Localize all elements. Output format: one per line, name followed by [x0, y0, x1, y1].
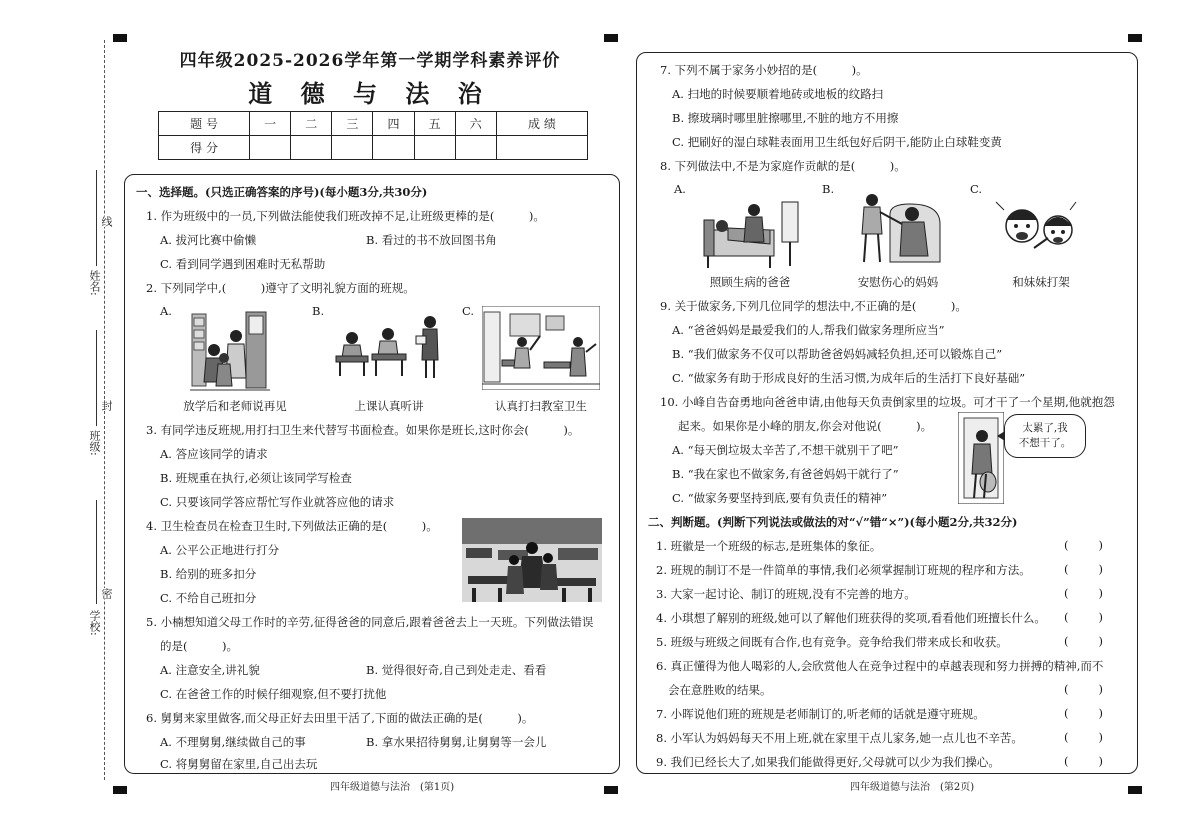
q5-stem-line2: 的是( )。 — [160, 639, 238, 653]
judge-item-1: 1. 班徽是一个班级的标志,是班集体的象征。 — [656, 539, 882, 553]
q9-option-b: B. “我们做家务不仅可以帮助爸爸妈妈减轻负担,还可以锻炼自己” — [672, 347, 1003, 361]
judge-paren-7[interactable]: () — [1064, 706, 1133, 720]
exam-title: 四年级2025-2026学年第一学期学科素养评价 — [179, 51, 561, 71]
judge-item-6-line1: 6. 真正懂得为他人喝彩的人,会欣赏他人在竞争过程中的卓越表现和努力拼搏的精神,而不 — [656, 659, 1104, 673]
judge-item-4: 4. 小琪想了解别的班级,她可以了解他们班获得的奖项,看看他们班擅长什么。 — [656, 611, 1046, 625]
q7-stem: 7. 下列不属于家务小妙招的是( )。 — [660, 63, 868, 77]
q1-option-c: C. 看到同学遇到困难时无私帮助 — [160, 257, 326, 271]
q4-classroom-photo — [462, 518, 602, 602]
q2-letter-a: A. — [160, 304, 172, 318]
q8-illustration-c — [990, 192, 1086, 266]
score-header-cell: 二 — [291, 112, 332, 136]
q9-option-c: C. “做家务有助于形成良好的生活习惯,为成年后的生活打下良好基础” — [672, 371, 1026, 385]
q9-stem: 9. 关于做家务,下列几位同学的想法中,不正确的是( )。 — [660, 299, 967, 313]
score-header-cell: 三 — [332, 112, 373, 136]
corner-mark — [1128, 34, 1142, 42]
q1-option-b: B. 看过的书不放回图书角 — [366, 233, 497, 247]
footer-page2: 四年级道德与法治 (第2页) — [850, 782, 975, 793]
corner-mark — [604, 786, 618, 794]
class-fill-line[interactable] — [96, 330, 97, 426]
score-cell[interactable] — [250, 136, 291, 160]
score-header-cell: 题 号 — [159, 112, 250, 136]
q8-caption-b: 安慰伤心的妈妈 — [857, 275, 939, 289]
binding-feng: 封 — [100, 400, 113, 411]
q8-illustration-b — [850, 184, 942, 270]
score-header-cell: 四 — [373, 112, 414, 136]
q2-stem: 2. 下列同学中,( )遵守了文明礼貌方面的班规。 — [146, 281, 415, 295]
score-cell[interactable] — [496, 136, 587, 160]
q2-illustration-a — [190, 306, 270, 394]
q7-option-c: C. 把刷好的湿白球鞋表面用卫生纸包好后阴干,能防止白球鞋变黄 — [672, 135, 1002, 149]
name-label: 姓名: — [88, 270, 101, 296]
q10-speech-bubble — [1004, 414, 1086, 458]
q3-stem: 3. 有同学违反班规,用打扫卫生来代替写书面检查。如果你是班长,这时你会( )。 — [146, 423, 580, 437]
q3-option-b: B. 班规重在执行,必须让该同学写检查 — [160, 471, 352, 485]
q2-letter-c: C. — [462, 304, 475, 318]
q10-bubble-line1: 太累了,我 — [1022, 422, 1068, 434]
judge-item-6-line2: 会在意胜败的结果。 — [668, 683, 772, 697]
judge-paren-3[interactable]: () — [1064, 586, 1133, 600]
q10-bubble-line2: 不想干了。 — [1018, 437, 1072, 449]
q4-option-b: B. 给别的班多扣分 — [160, 567, 257, 581]
footer-page1: 四年级道德与法治 (第1页) — [330, 782, 455, 793]
name-fill-line[interactable] — [96, 170, 97, 266]
q8-letter-b: B. — [822, 182, 835, 196]
q7-option-a: A. 扫地的时候要顺着地砖或地板的纹路扫 — [672, 87, 884, 101]
q6-stem: 6. 舅舅来家里做客,而父母正好去田里干活了,下面的做法正确的是( )。 — [146, 711, 534, 725]
q8-caption-c: 和妹妹打架 — [1012, 275, 1070, 289]
school-label: 学校: — [88, 610, 101, 636]
judge-item-5: 5. 班级与班级之间既有合作,也有竞争。竞争给我们带来成长和收获。 — [656, 635, 1008, 649]
q10-illustration — [958, 412, 1004, 504]
judge-paren-5[interactable]: () — [1064, 634, 1133, 648]
corner-mark — [604, 34, 618, 42]
q5-stem-line1: 5. 小楠想知道父母工作时的辛劳,征得爸爸的同意后,跟着爸爸去上一天班。下列做法错误 — [146, 615, 594, 629]
q6-option-a: A. 不理舅舅,继续做自己的事 — [160, 735, 306, 749]
q3-option-c: C. 只要该同学答应帮忙写作业就答应他的请求 — [160, 495, 395, 509]
q3-option-a: A. 答应该同学的请求 — [160, 447, 268, 461]
score-header-cell: 成 绩 — [496, 112, 587, 136]
q10-option-b: B. “我在家也不做家务,有爸爸妈妈干就行了” — [672, 467, 899, 481]
judge-item-3: 3. 大家一起讨论、制订的班规,没有不完善的地方。 — [656, 587, 916, 601]
judge-paren-6[interactable]: () — [1064, 682, 1133, 696]
score-cell[interactable] — [414, 136, 455, 160]
q6-option-b: B. 拿水果招待舅舅,让舅舅等一会儿 — [366, 735, 547, 749]
binding-margin — [0, 0, 118, 826]
q4-stem: 4. 卫生检查员在检查卫生时,下列做法正确的是( )。 — [146, 519, 438, 533]
q10-option-c: C. “做家务要坚持到底,要有负责任的精神” — [672, 491, 888, 505]
class-label: 班级: — [88, 430, 101, 456]
subject-title: 道 德 与 法 治 — [248, 79, 492, 108]
score-header-cell: 五 — [414, 112, 455, 136]
judge-paren-8[interactable]: () — [1064, 730, 1133, 744]
q2-caption-b: 上课认真听讲 — [354, 399, 424, 413]
q10-stem-line2: 起来。如果你是小峰的朋友,你会对他说( )。 — [678, 419, 933, 433]
score-cell[interactable] — [373, 136, 414, 160]
q8-illustration-a — [700, 190, 804, 270]
q8-caption-a: 照顾生病的爸爸 — [709, 275, 791, 289]
section2-title: 二、判断题。(判断下列说法或做法的对“√”错“×”)(每小题2分,共32分) — [648, 515, 1018, 529]
judge-paren-4[interactable]: () — [1064, 610, 1133, 624]
q7-option-b: B. 擦玻璃时哪里脏擦哪里,不脏的地方不用擦 — [672, 111, 899, 125]
q1-option-a: A. 拔河比赛中偷懒 — [160, 233, 257, 247]
judge-paren-2[interactable]: () — [1064, 562, 1133, 576]
score-cell[interactable] — [291, 136, 332, 160]
score-header-cell: 一 — [250, 112, 291, 136]
corner-mark — [1128, 786, 1142, 794]
q1-stem: 1. 作为班级中的一员,下列做法能使我们班改掉不足,让班级更棒的是( )。 — [146, 209, 545, 223]
score-header-cell: 六 — [455, 112, 496, 136]
q6-option-c: C. 将舅舅留在家里,自己出去玩 — [160, 757, 318, 771]
q10-option-a: A. “每天倒垃圾太辛苦了,不想干就别干了吧” — [672, 443, 899, 457]
judge-item-7: 7. 小晖说他们班的班规是老师制订的,听老师的话就是遵守班规。 — [656, 707, 985, 721]
judge-item-8: 8. 小军认为妈妈每天不用上班,就在家里干点儿家务,她一点儿也不辛苦。 — [656, 731, 1023, 745]
q9-option-a: A. “爸爸妈妈是最爱我们的人,帮我们做家务理所应当” — [672, 323, 945, 337]
section1-title: 一、选择题。(只选正确答案的序号)(每小题3分,共30分) — [136, 185, 428, 199]
score-cell[interactable] — [455, 136, 496, 160]
q5-option-b: B. 觉得很好奇,自己到处走走、看看 — [366, 663, 547, 677]
q5-option-a: A. 注意安全,讲礼貌 — [160, 663, 260, 677]
judge-paren-9[interactable]: () — [1064, 754, 1133, 768]
judge-item-2: 2. 班规的制订不是一件简单的事情,我们必须掌握制订班规的程序和方法。 — [656, 563, 1031, 577]
q5-option-c: C. 在爸爸工作的时候仔细观察,但不要打扰他 — [160, 687, 387, 701]
q2-caption-a: 放学后和老师说再见 — [183, 399, 287, 413]
judge-paren-1[interactable]: () — [1064, 538, 1133, 552]
score-row-label: 得 分 — [159, 136, 250, 160]
q2-illustration-c — [482, 306, 600, 390]
score-cell[interactable] — [332, 136, 373, 160]
judge-item-9: 9. 我们已经长大了,如果我们能做得更好,父母就可以少为我们操心。 — [656, 755, 1000, 769]
school-fill-line[interactable] — [96, 500, 97, 604]
score-table — [158, 111, 588, 160]
q8-letter-a: A. — [674, 182, 686, 196]
q2-illustration-b — [330, 312, 448, 384]
q8-stem: 8. 下列做法中,不是为家庭作贡献的是( )。 — [660, 159, 906, 173]
q2-letter-b: B. — [312, 304, 325, 318]
q10-stem-line1: 10. 小峰自告奋勇地向爸爸申请,由他每天负责倒家里的垃圾。可才干了一个星期,他就抱怨 — [660, 395, 1115, 409]
binding-xian: 线 — [100, 216, 113, 227]
q8-letter-c: C. — [970, 182, 983, 196]
q2-caption-c: 认真打扫教室卫生 — [495, 399, 587, 413]
binding-mi: 密 — [100, 588, 113, 599]
q4-option-a: A. 公平公正地进行打分 — [160, 543, 280, 557]
q4-option-c: C. 不给自己班扣分 — [160, 591, 257, 605]
